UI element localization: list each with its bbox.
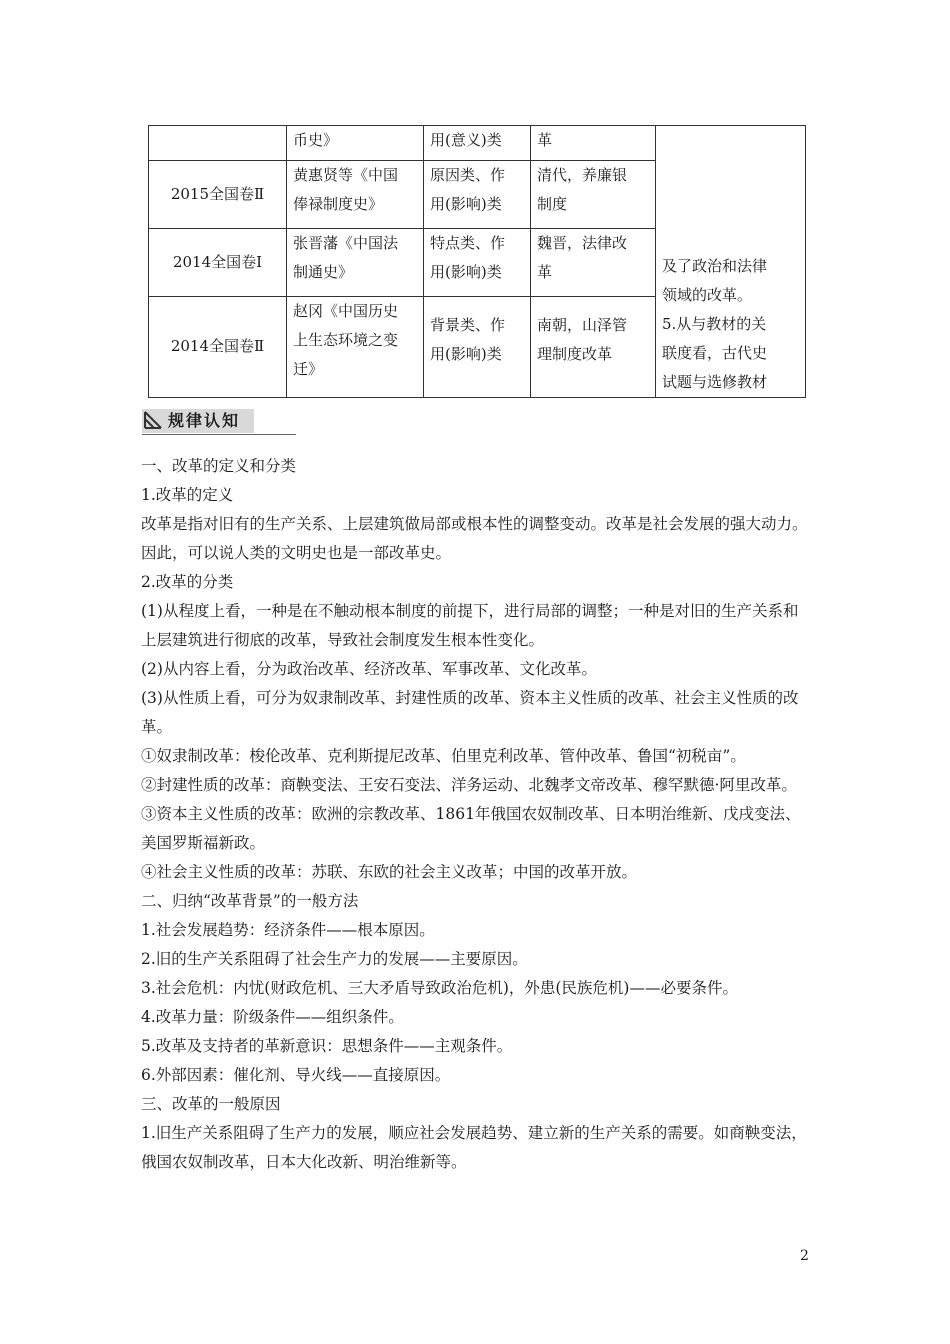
body-text (141, 452, 811, 1177)
table-cell-topic: 清代，养廉银 制度 (531, 160, 656, 228)
table-cell-topic: 南朝，山泽管 理制度改革 (531, 296, 656, 397)
heading-3: 三、改革的一般原因 (141, 1095, 281, 1113)
page-number: 2 (800, 1248, 809, 1264)
paragraph: 1.旧生产关系阻碍了生产力的发展，顺应社会发展趋势、建立新的生产关系的需要。如商鞅变法，俄国农奴制改革，日本大化改新、明治维新等。 (141, 1124, 807, 1171)
table-cell-book: 张晋藩《中国法 制通史》 (287, 228, 424, 296)
list-item: 3.社会危机：内忧(财政危机、三大矛盾导致政治危机)，外患(民族危机)——必要条件。 (141, 979, 738, 997)
paragraph: (1)从程度上看，一种是在不触动根本制度的前提下，进行局部的调整；一种是对旧的生产关系和上层建筑进行彻底的改革，导致社会制度发生根本性变化。 (141, 602, 799, 649)
paragraph: (3)从性质上看，可分为奴隶制改革、封建性质的改革、资本主义性质的改革、社会主义性质的改革。 (141, 689, 799, 736)
table-cell-year: 2014全国卷Ⅰ (149, 228, 287, 296)
table-cell-note: 及了政治和法律 领域的改革。 5.从与教材的关 联度看，古代史 试题与选修教材 (656, 126, 806, 398)
subheading: 1.改革的定义 (141, 486, 234, 504)
table-cell-type: 特点类、作 用(影响)类 (424, 228, 531, 296)
table-cell-year: 2015全国卷Ⅱ (149, 160, 287, 228)
list-item: ①奴隶制改革：梭伦改革、克利斯提尼改革、伯里克利改革、管仲改革、鲁国“初税亩”。 (141, 747, 746, 765)
table-row (149, 126, 806, 161)
list-item: 1.社会发展趋势：经济条件——根本原因。 (141, 921, 435, 939)
section-underline (142, 434, 296, 435)
table-cell-year: 2014全国卷Ⅱ (149, 296, 287, 397)
list-item: 5.改革及支持者的革新意识：思想条件——主观条件。 (141, 1037, 513, 1055)
list-item: ②封建性质的改革：商鞅变法、王安石变法、洋务运动、北魏孝文帝改革、穆罕默德·阿里改革。 (141, 776, 797, 794)
table-cell-type: 原因类、作 用(影响)类 (424, 160, 531, 228)
section-title: 规律认知 (168, 411, 241, 430)
heading-1: 一、改革的定义和分类 (141, 457, 297, 475)
table-cell-book: 黄惠贤等《中国 俸禄制度史》 (287, 160, 424, 228)
list-item: ④社会主义性质的改革：苏联、东欧的社会主义改革；中国的改革开放。 (141, 863, 638, 881)
list-item: ③资本主义性质的改革：欧洲的宗教改革、1861年俄国农奴制改革、日本明治维新、戊戌变法、美国罗斯福新政。 (141, 805, 801, 852)
table-cell-book: 币史》 (287, 126, 424, 161)
list-item: 4.改革力量：阶级条件——组织条件。 (141, 1008, 404, 1026)
section-header (142, 409, 296, 437)
table-cell-type: 背景类、作 用(影响)类 (424, 296, 531, 397)
table-cell-year (149, 126, 287, 161)
exam-question-table (148, 125, 806, 398)
diagonal-stripe-icon (142, 409, 164, 431)
table-cell-topic: 革 (531, 126, 656, 161)
subheading: 2.改革的分类 (141, 573, 234, 591)
table-cell-type: 用(意义)类 (424, 126, 531, 161)
list-item: 6.外部因素：催化剂、导火线——直接原因。 (141, 1066, 451, 1084)
table-cell-topic: 魏晋，法律改 革 (531, 228, 656, 296)
table-cell-book: 赵冈《中国历史 上生态环境之变 迁》 (287, 296, 424, 397)
paragraph: (2)从内容上看，分为政治改革、经济改革、军事改革、文化改革。 (141, 660, 597, 678)
heading-2: 二、归纳“改革背景”的一般方法 (141, 892, 359, 910)
paragraph: 改革是指对旧有的生产关系、上层建筑做局部或根本性的调整变动。改革是社会发展的强大动力。因此，可以说人类的文明史也是一部改革史。 (141, 515, 808, 562)
list-item: 2.旧的生产关系阻碍了社会生产力的发展——主要原因。 (141, 950, 528, 968)
